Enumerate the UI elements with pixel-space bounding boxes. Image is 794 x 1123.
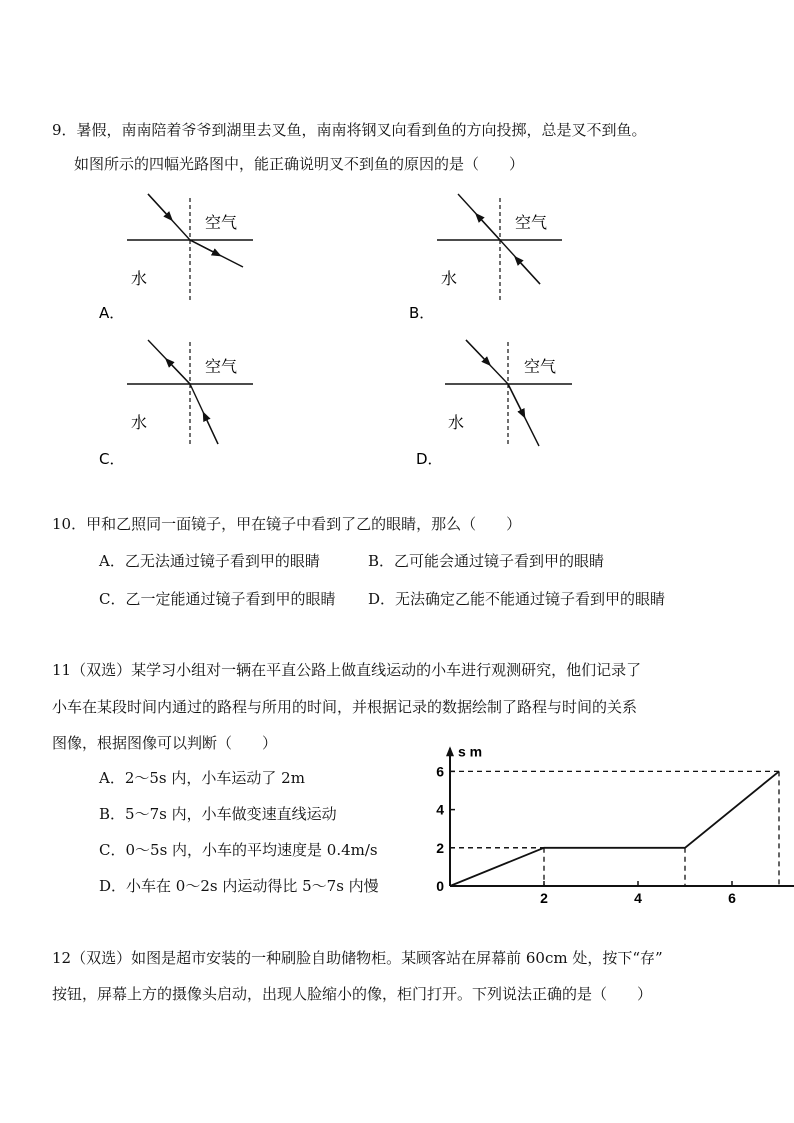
arrow-icon <box>516 258 540 284</box>
arrow-icon <box>190 240 219 255</box>
water-label: 水 <box>441 269 458 288</box>
q11-stem-line2: 小车在某段时间内通过的路程与所用的时间，并根据记录的数据绘制了路程与时间的关系 <box>52 698 638 716</box>
y-tick-label: 2 <box>436 839 444 856</box>
arrow-icon <box>508 384 524 416</box>
x-tick-label: 2 <box>540 890 548 906</box>
q10-option-d: D．无法确定乙能不能通过镜子看到甲的眼睛 <box>368 590 666 608</box>
q11-stem-line1: 11（双选）某学习小组对一辆在平直公路上做直线运动的小车进行观测研究，他们记录了 <box>52 661 642 679</box>
water-label: 水 <box>131 269 148 288</box>
y-axis-label: s m <box>458 743 483 760</box>
water-label: 水 <box>131 413 148 432</box>
diagram-a <box>99 194 253 322</box>
s-t-series-line <box>450 771 779 886</box>
s-t-graph <box>420 735 736 915</box>
q10-option-b: B．乙可能会通过镜子看到甲的眼睛 <box>368 552 605 570</box>
q9-diagrams <box>0 180 794 480</box>
option-c-label: C． <box>99 450 125 468</box>
q11-option-d: D．小车在 0～2s 内运动得比 5～7s 内慢 <box>99 877 379 895</box>
option-b-label: B． <box>409 304 435 322</box>
x-tick-label: 6 <box>728 890 736 906</box>
air-label: 空气 <box>205 213 238 232</box>
diagram-c <box>99 340 253 468</box>
q9-stem-line1: 9．暑假，南南陪着爷爷到湖里去叉鱼，南南将钢叉向看到鱼的方向投掷，总是叉不到鱼。 <box>52 121 647 139</box>
air-label: 空气 <box>515 213 548 232</box>
option-d-label: D． <box>416 450 443 468</box>
arrow-icon <box>148 194 171 219</box>
q10-option-a: A．乙无法通过镜子看到甲的眼睛 <box>99 552 320 570</box>
y-tick-label: 0 <box>436 878 444 894</box>
diagram-b <box>409 194 562 322</box>
air-label: 空气 <box>524 357 557 376</box>
diagram-d <box>416 340 572 468</box>
air-label: 空气 <box>205 357 238 376</box>
arrow-icon <box>204 414 218 444</box>
q9-stem-line2: 如图所示的四幅光路图中，能正确说明叉不到鱼的原因的是（ ） <box>74 155 525 173</box>
arrow-icon <box>167 360 190 384</box>
q10-stem: 10．甲和乙照同一面镜子，甲在镜子中看到了乙的眼睛，那么（ ） <box>52 515 522 533</box>
arrow-icon <box>477 215 500 240</box>
q11-option-b: B．5～7s 内，小车做变速直线运动 <box>99 805 337 823</box>
y-tick-label: 6 <box>436 763 444 780</box>
q11-stem-line3: 图像，根据图像可以判断（ ） <box>52 734 278 752</box>
arrow-icon <box>466 340 489 364</box>
q11-option-a: A．2～5s 内，小车运动了 2m <box>99 769 305 787</box>
q11-option-c: C．0～5s 内，小车的平均速度是 0.4m/s <box>99 841 378 859</box>
q12-stem-line2: 按钮，屏幕上方的摄像头启动，出现人脸缩小的像，柜门打开。下列说法正确的是（ ） <box>52 985 653 1003</box>
q12-stem-line1: 12（双选）如图是超市安装的一种刷脸自助储物柜。某顾客站在屏幕前 60cm 处，按下“存” <box>52 949 663 967</box>
x-tick-label: 4 <box>634 890 642 906</box>
y-tick-label: 4 <box>436 801 444 818</box>
q10-option-c: C．乙一定能通过镜子看到甲的眼睛 <box>99 590 336 608</box>
option-a-label: A． <box>99 304 125 322</box>
water-label: 水 <box>448 413 465 432</box>
